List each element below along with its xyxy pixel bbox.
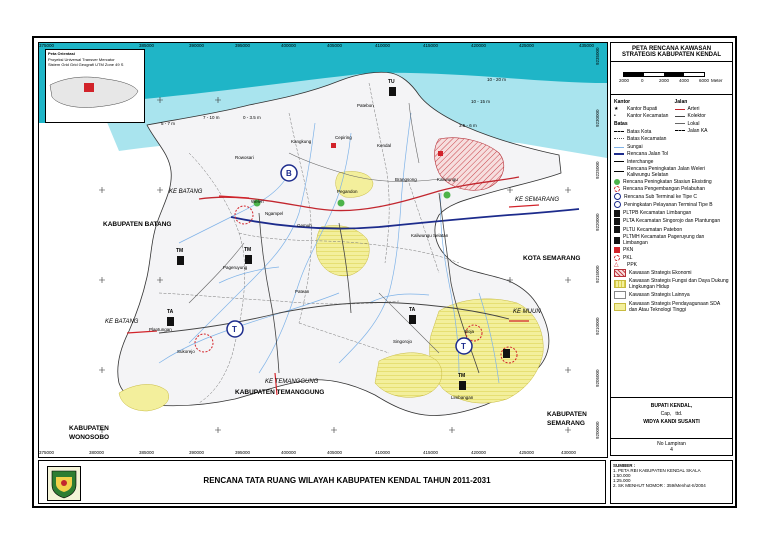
source-title: SUMBER :	[613, 463, 636, 468]
x-tick-bot-3: 390000	[189, 450, 205, 455]
legend-peningkatan-jalan: Rencana Peningkatan Jalan Weleri Kaliwungu Selatan	[614, 166, 729, 178]
title-bar	[38, 460, 606, 504]
scale-label-1: 0	[641, 78, 644, 83]
scale-bar-graphic	[623, 72, 705, 77]
town-pageruyung: Pageruyung	[223, 265, 248, 270]
label-ke-semarang: KE SEMARANG	[515, 197, 560, 203]
zone-ekonomi-icon	[614, 269, 626, 277]
shield-logo-icon	[48, 467, 80, 500]
x-tick-top-4: 395000	[235, 43, 251, 48]
source-line-2: 1:25.000	[613, 478, 631, 483]
badge-tm-3: TM	[458, 373, 466, 379]
depth-label-1: 7 - 10 m	[203, 115, 220, 120]
lokal-line-icon	[675, 123, 685, 124]
legend-sub-terminal: Rencana Sub Terminal ke Tipe C	[614, 193, 729, 200]
legend-interchange: Interchange	[614, 159, 729, 165]
x-tick-bot-5: 400000	[281, 450, 297, 455]
legend-stasiun: Rencana Peningkatan Stasiun Eksisting	[614, 179, 729, 185]
source-line-0: 1. PETA RBI KABUPATEN KENDAL SKALA	[613, 468, 701, 473]
depth-label-3: 10 - 15 m	[471, 99, 491, 104]
legend-panel	[610, 42, 733, 456]
town-patean: Patean	[295, 289, 310, 294]
badge-tu: TU	[388, 79, 395, 85]
source-line-1: 1:50.000	[613, 473, 631, 478]
pltu-icon	[614, 226, 620, 233]
subdistrict-line-icon	[614, 138, 624, 139]
legend-batas-kecamatan: Batas Kecamatan	[614, 136, 669, 142]
interchange-icon	[614, 161, 624, 162]
town-singorojo: Singorojo	[393, 339, 413, 344]
x-tick-top-2: 385000	[139, 43, 155, 48]
label-ke-temanggung: KE TEMANGGUNG	[265, 379, 319, 385]
label-ke-muun: KE MUUN	[513, 309, 541, 315]
label-kab-semarang-2: SEMARANG	[547, 420, 585, 427]
town-weleri: Weleri	[251, 199, 264, 204]
legend-jalan-kolektor: Kolektor	[675, 113, 730, 119]
x-tick-bot-11: 430000	[561, 450, 577, 455]
legend-kantor-kecamatan: • Kantor Kecamatan	[614, 113, 669, 120]
x-tick-top-3: 390000	[189, 43, 205, 48]
y-tick-6: 9205000	[595, 369, 600, 387]
legend-section-jalan: Jalan	[674, 99, 688, 105]
scale-label-4: 6000	[699, 78, 710, 83]
plta-icon	[614, 218, 620, 225]
lampiran-box	[611, 438, 732, 455]
legend-pltu: PLTU Kecamatan Patebon	[614, 226, 729, 233]
y-tick-0: 9235000	[595, 47, 600, 65]
label-kota-semarang: KOTA SEMARANG	[523, 255, 581, 262]
inset-proj-2: Sistem Grid Grid Geografi UTM Zone 49 S	[48, 62, 124, 67]
town-rowosari: Rowosari	[235, 155, 254, 160]
dot-icon: •	[614, 113, 616, 120]
label-ke-batang-south: KE BATANG	[105, 319, 139, 325]
pkl-icon	[614, 255, 620, 261]
legend-ks-ekonomi: Kawasan Strategis Ekonomi	[614, 269, 729, 277]
scale-label-3: 4000	[679, 78, 690, 83]
signature-block	[611, 397, 732, 427]
signature-cap-ttd: Cap, ttd.	[660, 411, 683, 417]
star-icon: ★	[614, 106, 619, 113]
legend-batas-kota: Batas Kota	[614, 129, 669, 135]
terminal-t-icon	[614, 193, 621, 200]
inset-canvas	[46, 67, 142, 113]
river-icon	[614, 147, 624, 148]
scale-label-2: 2000	[659, 78, 670, 83]
y-tick-3: 9220000	[595, 213, 600, 231]
x-tick-bot-1: 380000	[89, 450, 105, 455]
badge-t-1: T	[232, 325, 237, 334]
legend-title-main: PETA RENCANA KAWASAN	[631, 46, 712, 52]
badge-tm-2: TM	[244, 247, 252, 253]
town-cepiring: Cepiring	[335, 135, 352, 140]
x-tick-bot-10: 425000	[519, 450, 535, 455]
x-tick-bot-2: 385000	[139, 450, 155, 455]
x-tick-bot-6: 405000	[327, 450, 343, 455]
label-ke-batang-north: KE BATANG	[169, 189, 203, 195]
town-ngampel: Ngampel	[265, 211, 284, 216]
lampiran-number: 4	[670, 447, 673, 453]
legend-pkn: PKN	[614, 247, 729, 253]
x-tick-top-12: 435000	[579, 43, 595, 48]
depth-label-0: 10 - 20 m	[487, 77, 507, 82]
legend-jalan-tol: Rencana Jalan Tol	[614, 151, 729, 157]
legend-section-kantor: Kantor	[614, 99, 631, 105]
legend-kantor-bupati: ★ Kantor Bupati	[614, 106, 658, 113]
town-patebon: Patebon	[357, 103, 374, 108]
x-tick-top-7: 410000	[375, 43, 391, 48]
map-frame[interactable]	[38, 42, 608, 458]
y-tick-4: 9215000	[595, 265, 600, 283]
legend-sungai: Sungai	[614, 144, 729, 150]
x-tick-top-0: 375000	[39, 43, 55, 48]
x-tick-bot-8: 415000	[423, 450, 439, 455]
town-kaliwungu-selatan: Kaliwungu Selatan	[411, 233, 449, 238]
map-sheet	[32, 36, 737, 508]
legend-terminal-b: Peningkatan Pelayanan Terminal Tipe B	[614, 201, 729, 208]
main-title: RENCANA TATA RUANG WILAYAH KABUPATEN KENDAL TAHUN 2011-2031	[203, 476, 491, 485]
scale-bar	[611, 62, 732, 95]
badge-t-2: T	[461, 342, 466, 351]
badge-ta-1: TA	[167, 309, 174, 315]
pltmh-icon	[614, 237, 620, 244]
x-tick-bot-7: 410000	[375, 450, 391, 455]
triangle-icon: △	[614, 261, 619, 268]
road-upgrade-icon	[614, 171, 624, 172]
town-kangkung: Kangkung	[291, 139, 312, 144]
town-kaliwungu: Kaliwungu	[437, 177, 458, 182]
town-boja: Boja	[465, 329, 475, 334]
pltpb-icon	[614, 210, 620, 217]
legend-ks-lainnya: Kawasan Strategis Lainnya	[614, 291, 729, 299]
inset-proj-1: Proyeksi Universal Transver Mercator	[48, 57, 115, 62]
boundary-line-icon	[614, 131, 624, 132]
y-tick-5: 9210000	[595, 317, 600, 335]
x-tick-top-6: 405000	[327, 43, 343, 48]
badge-ta-2: TA	[409, 307, 416, 313]
badge-b: B	[286, 169, 292, 178]
label-kabupaten-temanggung: KABUPATEN TEMANGGUNG	[235, 389, 325, 396]
y-tick-2: 9225000	[595, 161, 600, 179]
x-tick-top-8: 415000	[423, 43, 439, 48]
y-tick-7: 9200000	[595, 421, 600, 439]
town-limbangan: Limbangan	[451, 395, 474, 400]
label-wonosobo-2: WONOSOBO	[69, 434, 110, 441]
terminal-b-icon	[614, 201, 621, 208]
pkn-icon	[614, 247, 620, 253]
x-tick-bot-9: 420000	[471, 450, 487, 455]
kendal-logo	[47, 466, 81, 501]
signature-title: BUPATI KENDAL,	[650, 403, 693, 409]
source-box	[610, 460, 733, 504]
toll-road-icon	[614, 153, 624, 155]
town-plantungan: Plantungan	[149, 327, 172, 332]
kolektor-line-icon	[675, 116, 685, 117]
signature-name: WIDYA KANDI SUSANTI	[643, 419, 700, 425]
legend-title-sub: STRATEGIS KABUPATEN KENDAL	[622, 52, 721, 58]
zone-sda-2	[375, 353, 442, 398]
scale-unit: Meter	[711, 78, 723, 83]
port-icon	[614, 186, 620, 192]
town-sukorejo: Sukorejo	[177, 349, 195, 354]
zone-lingkungan-icon	[614, 280, 626, 288]
legend-pltpb: PLTPB Kecamatan Limbangan	[614, 210, 729, 217]
town-kendal: Kendal	[377, 143, 392, 148]
legend-pelabuhan: Rencana Pengembangan Pelabuhan	[614, 186, 729, 192]
depth-label-4: 3.5 - 6 m	[459, 123, 477, 128]
zone-lainnya-icon	[614, 291, 626, 299]
town-brangsong: Brangsong	[395, 177, 417, 182]
scale-label-0: 2000	[619, 78, 630, 83]
station-icon	[614, 179, 620, 185]
legend-section-batas: Batas	[614, 121, 628, 128]
legend-pkl: PKL	[614, 255, 729, 261]
label-wonosobo-1: KABUPATEN	[69, 425, 109, 432]
legend-ppk: △ PPK	[614, 261, 638, 268]
depth-label-2: 0 - 3.5 m	[243, 115, 261, 120]
legend-ks-lingkungan: Kawasan Strategis Fungsi dan Daya Dukung Lingkungan Hidup	[614, 278, 729, 290]
legend-pltmh: PLTMH Kecamatan Pageruyung dan Limbangan	[614, 234, 729, 246]
legend-ks-sda: Kawasan Strategis Pendayagunaan SDA dan Atau Teknologi Tinggi	[614, 301, 729, 313]
y-tick-1: 9230000	[595, 109, 600, 127]
label-kabupaten-batang: KABUPATEN BATANG	[103, 221, 172, 228]
legend-title	[611, 43, 732, 62]
legend-plta: PLTA Kecamatan Singorojo dan Plantungan	[614, 218, 729, 225]
x-tick-top-9: 420000	[471, 43, 487, 48]
town-gemuh: Gemuh	[297, 223, 312, 228]
depth-label-5: 5 - 7 m	[161, 121, 176, 126]
zone-sda-icon	[614, 303, 626, 311]
source-line-3: 2. SK MENHUT NOMOR : 359/Menhut-II/2004	[613, 483, 706, 488]
x-tick-top-10: 425000	[519, 43, 535, 48]
railway-line-icon	[675, 130, 685, 131]
arteri-line-icon	[675, 109, 685, 110]
inset-map	[45, 49, 145, 123]
x-tick-bot-0: 375000	[39, 450, 55, 455]
inset-title: Peta Orientasi	[48, 51, 75, 56]
badge-tm-1: TM	[176, 248, 184, 254]
lampiran-label: No Lampiran	[657, 441, 686, 447]
x-tick-top-5: 400000	[281, 43, 297, 48]
legend-jalan-ka: Jalan KA	[675, 128, 730, 134]
town-pegandon: Pegandon	[337, 189, 358, 194]
legend-body	[611, 95, 732, 313]
legend-jalan-arteri: Arteri	[675, 106, 730, 112]
legend-jalan-lokal: Lokal	[675, 121, 730, 127]
label-kab-semarang-1: KABUPATEN	[547, 411, 587, 418]
x-tick-bot-4: 395000	[235, 450, 251, 455]
